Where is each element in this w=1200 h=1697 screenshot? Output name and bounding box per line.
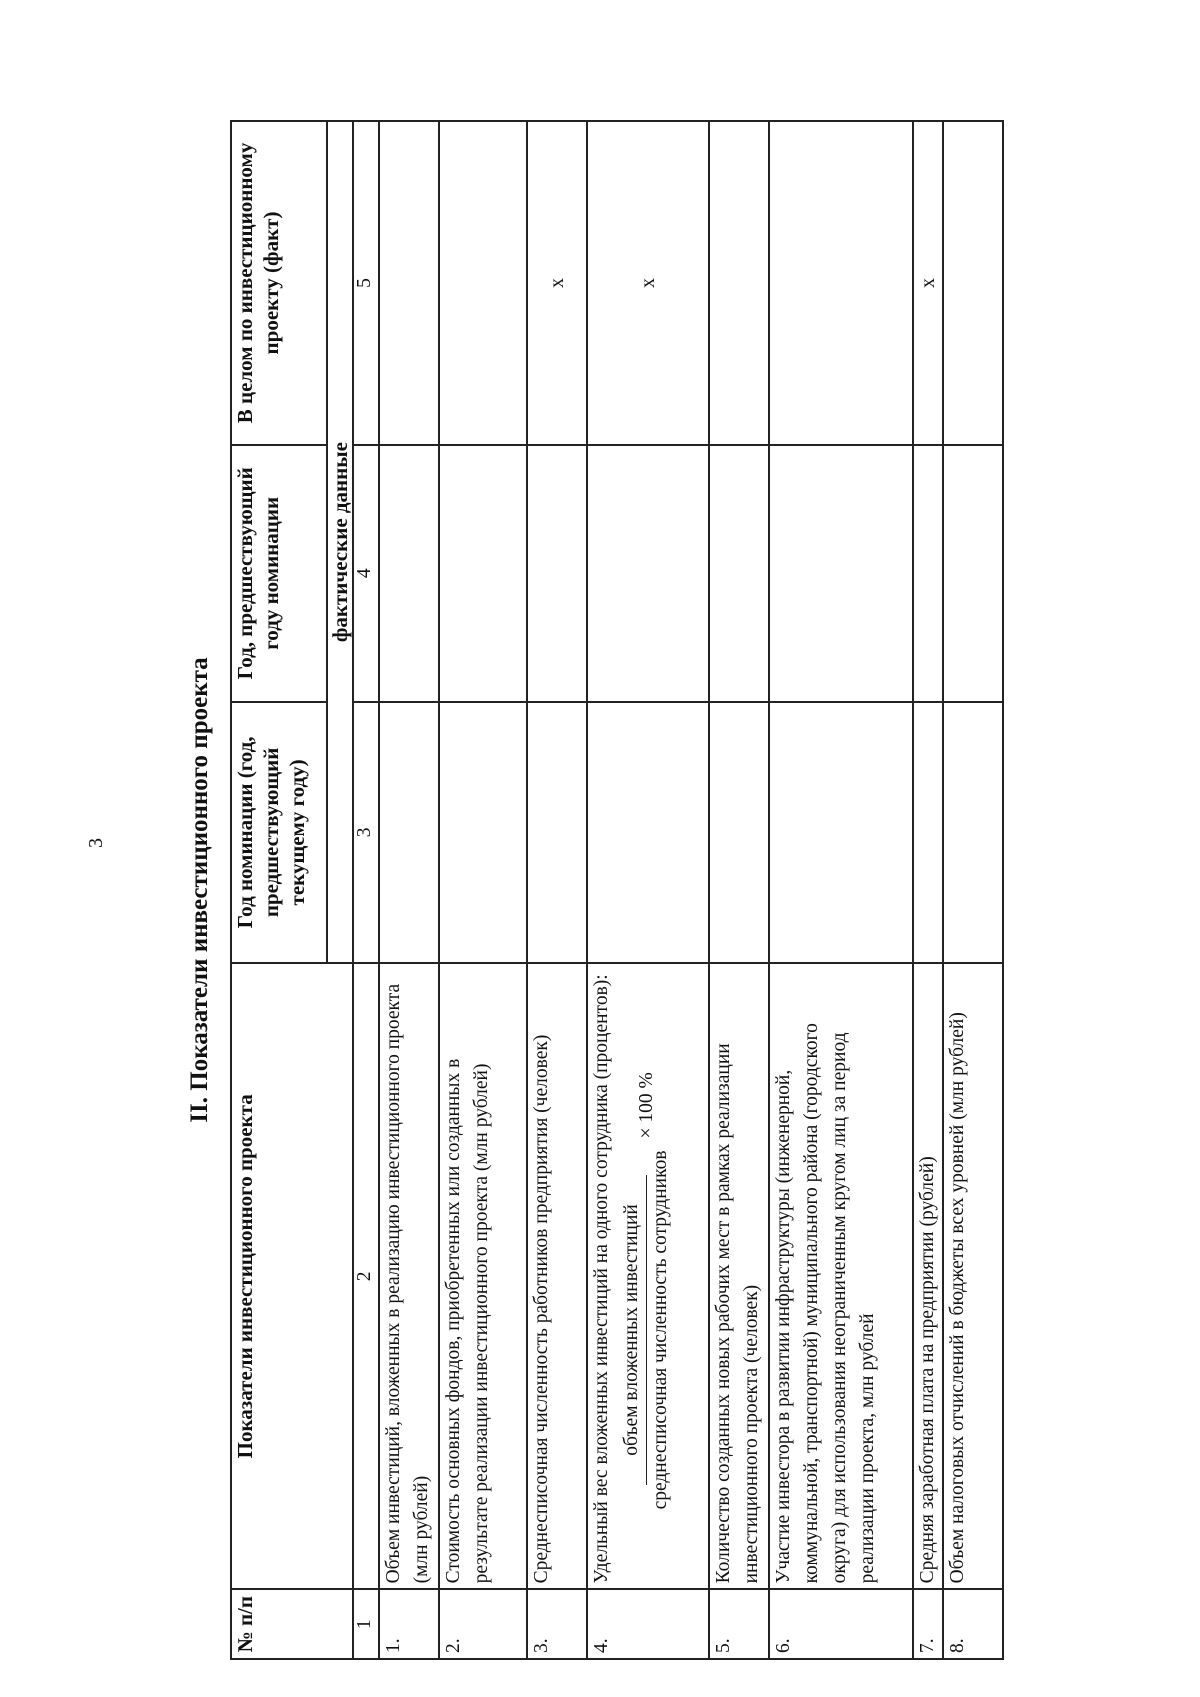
formula-numerator: объем вложенных инвестиций <box>621 1204 642 1456</box>
row-indicator: Участие инвестора в развитии инфраструктуры (инженерной, коммунальной, транспортной) муниципального района (городского округа) для использования неограниченным кругом лиц за период реализации проекта, млн рублей <box>769 963 913 1589</box>
table-row <box>709 121 769 1659</box>
table-row <box>913 121 943 1659</box>
row-indicator: Количество созданных новых рабочих мест в рамках реализации инвестиционного проекта (человек) <box>709 963 769 1589</box>
header-row <box>231 121 327 1659</box>
row-indicator-cell <box>587 963 709 1589</box>
column-number: 4 <box>353 445 379 702</box>
table-row <box>439 121 527 1659</box>
row-indicator: Средняя заработная плата на предприятии (рублей) <box>913 963 943 1589</box>
row-value-total <box>943 121 1003 445</box>
row-value-year-before <box>769 445 913 702</box>
formula-multiplier: × 100 % <box>635 1072 657 1139</box>
row-indicator: Удельный вес вложенных инвестиций на одного сотрудника (процентов): <box>591 974 612 1584</box>
header-factual-data: фактические данные <box>327 121 353 963</box>
header-num: № п/п <box>231 1589 353 1659</box>
row-indicator: Объем налоговых отчислений в бюджеты всех уровней (млн рублей) <box>943 963 1003 1589</box>
document-content <box>170 120 1120 1660</box>
row-value-year-before <box>913 445 943 702</box>
row-number: 7. <box>913 1589 943 1659</box>
header-year-nomination: Год номинации (год, предшествующий текущему году) <box>231 702 327 964</box>
formula-fraction <box>618 1146 675 1513</box>
column-number: 2 <box>353 963 379 1589</box>
header-indicator: Показатели инвестиционного проекта <box>231 963 353 1589</box>
row-number: 3. <box>527 1589 587 1659</box>
row-value-total <box>709 121 769 445</box>
formula <box>618 969 675 1513</box>
row-value-year-before <box>709 445 769 702</box>
column-number: 5 <box>353 121 379 445</box>
row-value-total <box>769 121 913 445</box>
row-value-total: x <box>587 121 709 445</box>
row-value-year-nomination <box>587 702 709 964</box>
row-value-total <box>379 121 439 445</box>
row-number: 8. <box>943 1589 1003 1659</box>
column-number: 3 <box>353 702 379 964</box>
row-value-year-before <box>527 445 587 702</box>
table-row <box>527 121 587 1659</box>
header-year-before: Год, предшествующий году номинации <box>231 445 327 702</box>
row-value-year-before <box>943 445 1003 702</box>
row-number: 1. <box>379 1589 439 1659</box>
row-number: 2. <box>439 1589 527 1659</box>
page-number: 3 <box>85 838 107 848</box>
row-number: 4. <box>587 1589 709 1659</box>
row-value-total: x <box>527 121 587 445</box>
table-row <box>587 121 709 1659</box>
header-total: В целом по инвестиционному проекту (факт) <box>231 121 327 445</box>
column-number: 1 <box>353 1589 379 1659</box>
table-row <box>769 121 913 1659</box>
row-value-total: x <box>913 121 943 445</box>
row-number: 6. <box>769 1589 913 1659</box>
row-value-year-nomination <box>527 702 587 964</box>
column-number-row <box>353 121 379 1659</box>
row-value-year-nomination <box>379 702 439 964</box>
row-indicator: Стоимость основных фондов, приобретенных или созданных в результате реализации инвестиционного проекта (млн рублей) <box>439 963 527 1589</box>
row-value-year-nomination <box>439 702 527 964</box>
row-value-year-nomination <box>913 702 943 964</box>
document-title: II. Показатели инвестиционного проекта <box>186 657 213 1123</box>
row-value-year-nomination <box>769 702 913 964</box>
row-indicator: Объем инвестиций, вложенных в реализацию инвестиционного проекта (млн рублей) <box>379 963 439 1589</box>
row-value-year-before <box>439 445 527 702</box>
row-value-year-before <box>587 445 709 702</box>
row-value-total <box>439 121 527 445</box>
formula-denominator: среднесписочная численность сотрудников <box>650 1150 671 1510</box>
row-number: 5. <box>709 1589 769 1659</box>
row-value-year-nomination <box>709 702 769 964</box>
table-row <box>379 121 439 1659</box>
row-value-year-before <box>379 445 439 702</box>
row-indicator: Среднесписочная численность работников предприятия (человек) <box>527 963 587 1589</box>
table-row <box>943 121 1003 1659</box>
row-value-year-nomination <box>943 702 1003 964</box>
indicators-table <box>230 120 1004 1660</box>
